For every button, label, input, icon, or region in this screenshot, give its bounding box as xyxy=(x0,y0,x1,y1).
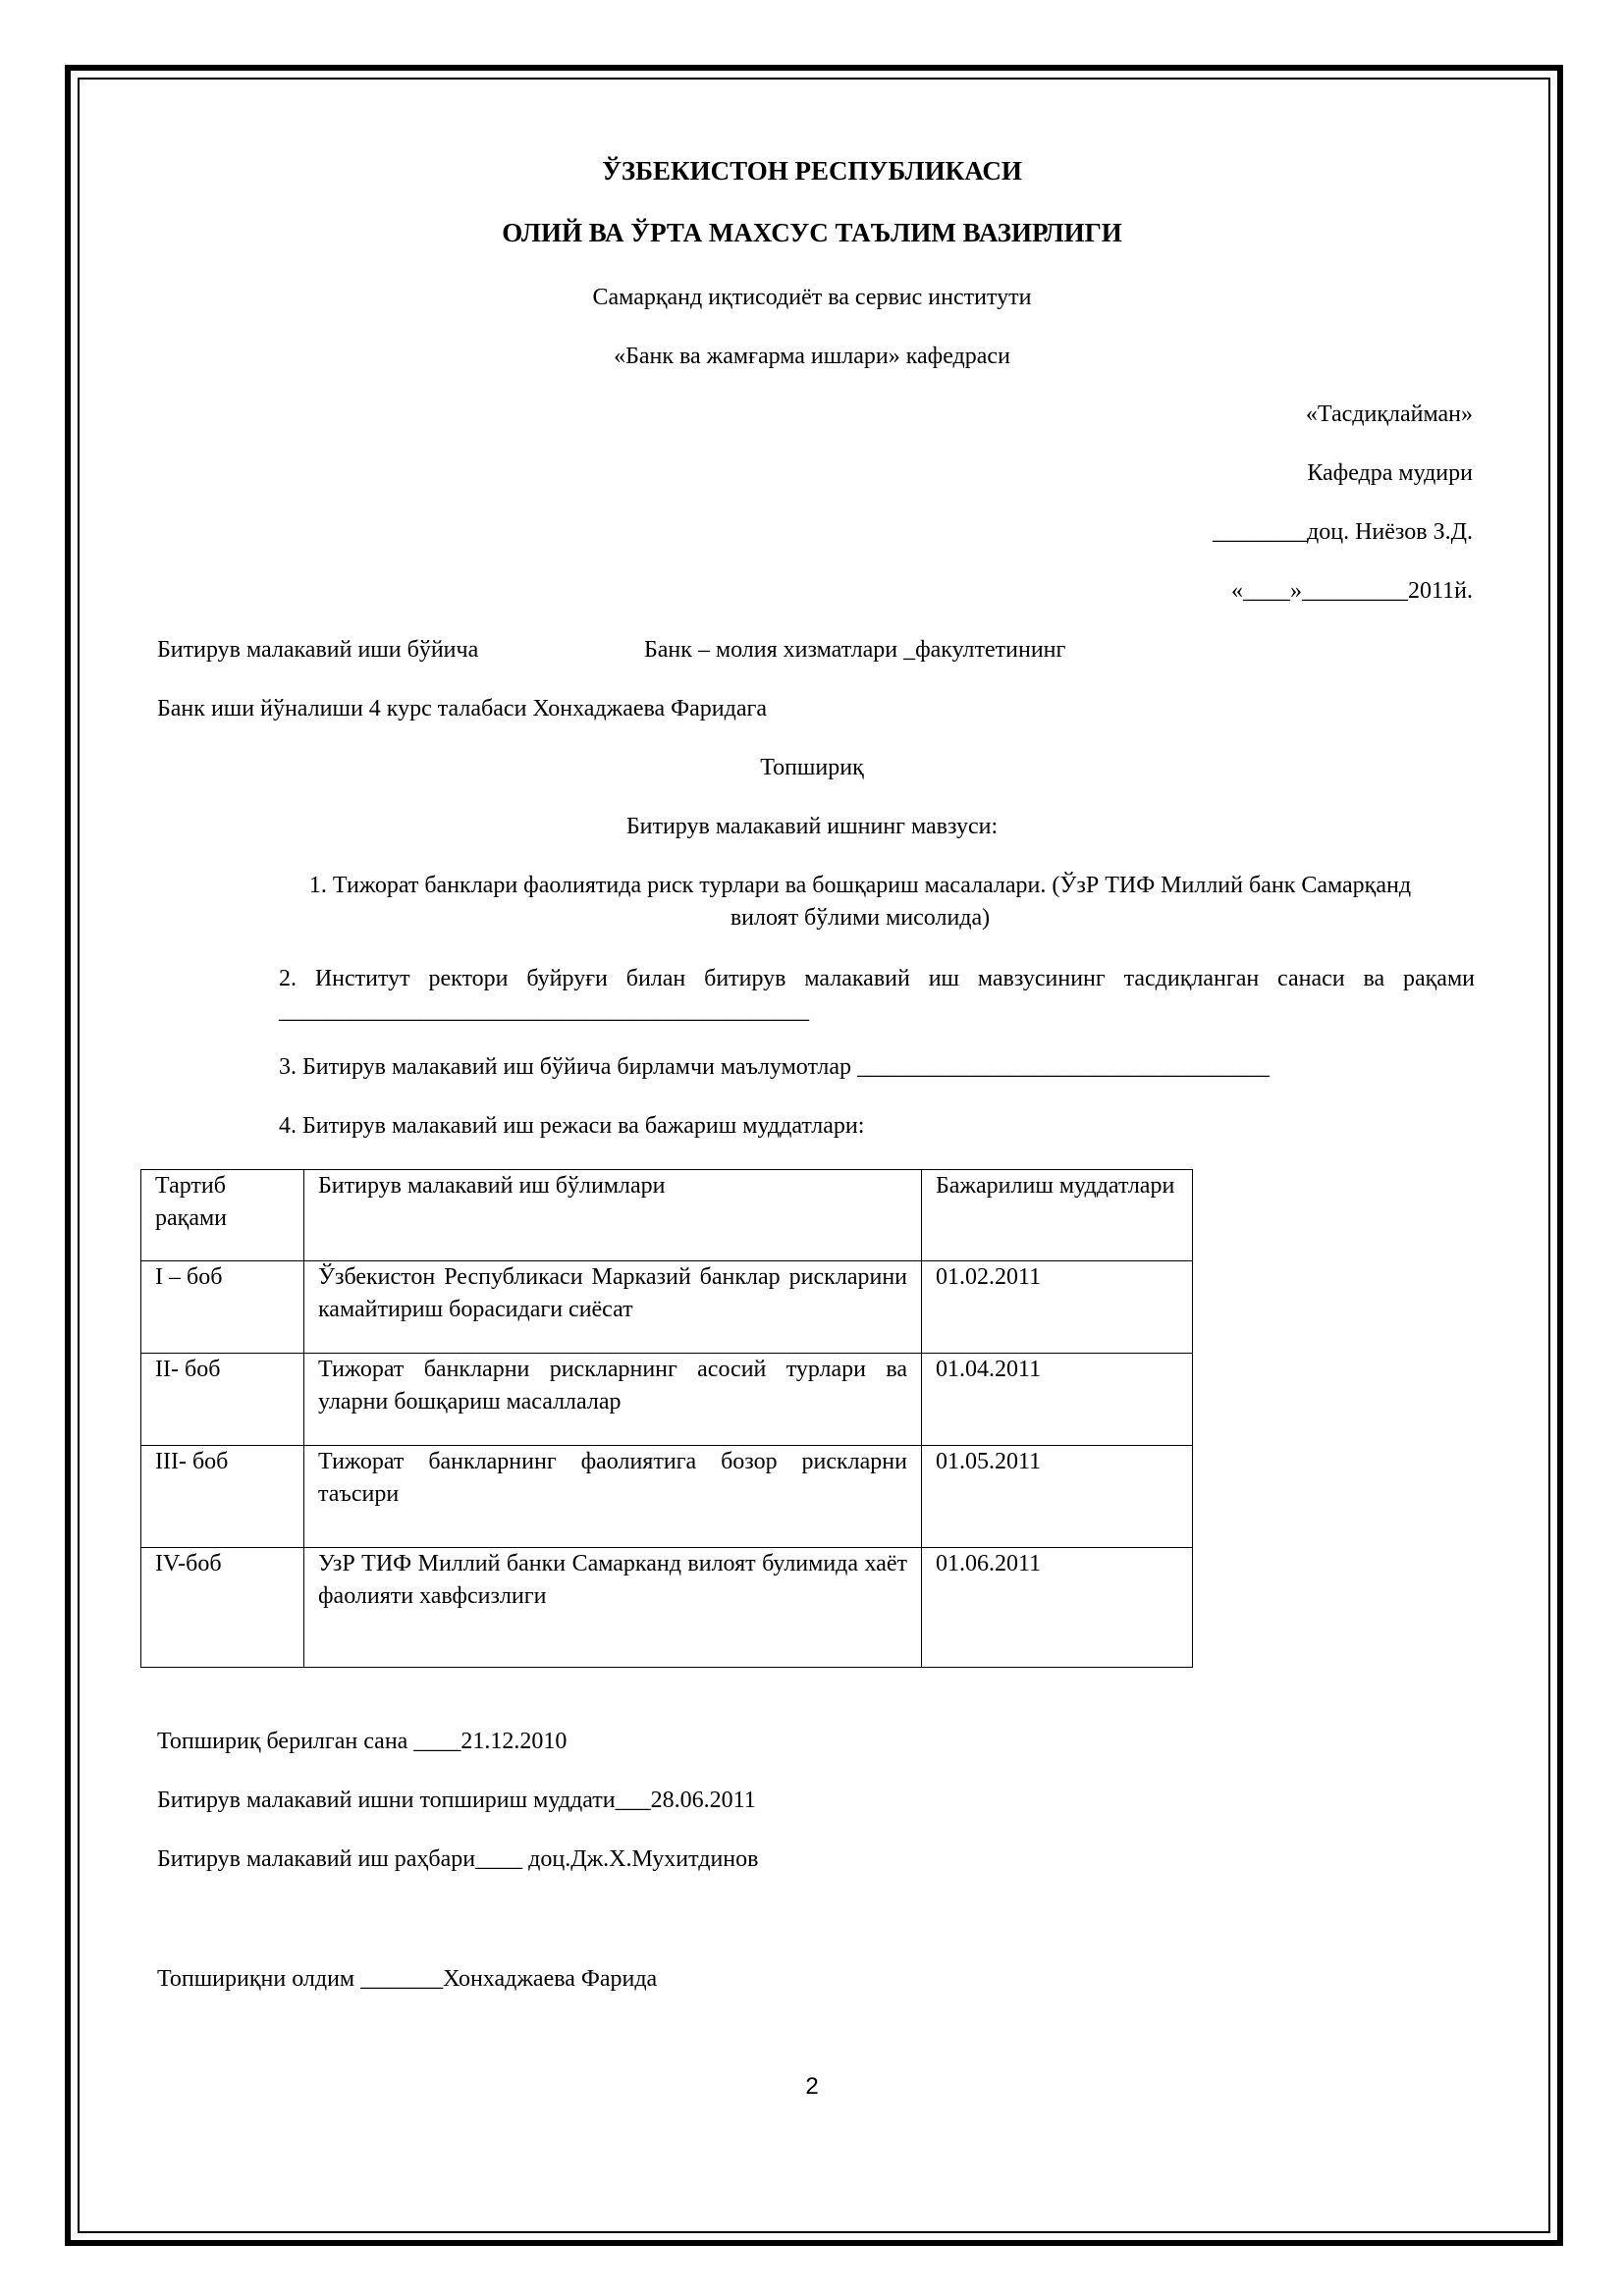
header-cell-section: Битирув малакавий иш бўлимлари xyxy=(304,1170,922,1261)
approval-label: «Тасдиқлайман» xyxy=(1305,401,1473,427)
ministry-heading: ОЛИЙ ВА ЎРТА МАХСУС ТАЪЛИМ ВАЗИРЛИГИ xyxy=(502,218,1122,247)
supervisor-line: Битирув малакавий иш раҳбари____ доц.Дж.Х.Мухитдинов xyxy=(157,1846,759,1872)
received-by-line: Топшириқни олдим _______Хонхаджаева Фарида xyxy=(157,1966,658,1992)
topic-heading: Битирув малакавий ишнинг мавзуси: xyxy=(625,814,999,839)
thesis-plan-table xyxy=(140,1169,1193,1668)
row-chapter: III- боб xyxy=(141,1446,304,1548)
student-line: Банк иши йўналиши 4 курс талабаси Хонхаджаева Фаридага xyxy=(157,696,767,721)
topic-item-1: 1. Тижорат банклари фаолиятида риск турлари ва бошқариш масалалари. (ЎзР ТИФ Миллий банк Самарқанд вилоят бўлими мисолида) xyxy=(308,873,1412,931)
table-row xyxy=(141,1261,1193,1354)
row-deadline: 01.04.2011 xyxy=(922,1354,1193,1446)
thesis-label: Битирув малакавий иши бўйича xyxy=(157,637,479,663)
approval-date-line: «____»_________2011й. xyxy=(1231,578,1473,604)
department-head-label: Кафедра мудири xyxy=(1307,460,1473,486)
row-chapter: IV-боб xyxy=(141,1548,304,1668)
topic-item-4: 4. Битирув малакавий иш режаси ва бажариш муддатлари: xyxy=(279,1113,865,1139)
row-section: Ўзбекистон Республикаси Марказий банклар рискларини камайтириш борасидаги сиёсат xyxy=(304,1261,922,1354)
table-row xyxy=(141,1548,1193,1668)
topic-item-3: 3. Битирув малакавий иш бўйича бирламчи маълумотлар ___________________________________ xyxy=(279,1054,1271,1080)
assignment-given-date: Топшириқ берилган сана ____21.12.2010 xyxy=(157,1729,568,1754)
institute-name: Самарқанд иқтисодиёт ва сервис институти xyxy=(592,285,1032,310)
row-section: Тижорат банкларни рискларнинг асосий турлари ва уларни бошқариш масаллалар xyxy=(304,1354,922,1446)
header-cell-number: Тартиб рақами xyxy=(141,1170,304,1261)
row-chapter: I – боб xyxy=(141,1261,304,1354)
department-name: «Банк ва жамғарма ишлари» кафедраси xyxy=(614,344,1010,369)
header-cell-deadline: Бажарилиш муддатлари xyxy=(922,1170,1193,1261)
row-chapter: II- боб xyxy=(141,1354,304,1446)
assignment-title: Топшириқ xyxy=(760,755,864,780)
faculty-label: Банк – молия хизматлари _факултетининг xyxy=(644,637,1066,663)
row-section: Тижорат банкларнинг фаолиятига бозор рискларни таъсири xyxy=(304,1446,922,1548)
row-deadline: 01.06.2011 xyxy=(922,1548,1193,1668)
table-header-row xyxy=(141,1170,1193,1261)
row-section: УзР ТИФ Миллий банки Самарканд вилоят булимида хаёт фаолияти хавфсизлиги xyxy=(304,1548,922,1668)
table-row xyxy=(141,1446,1193,1548)
row-deadline: 01.05.2011 xyxy=(922,1446,1193,1548)
page-number: 2 xyxy=(805,2073,819,2100)
head-signature-line: ________доц. Ниёзов З.Д. xyxy=(1213,519,1473,545)
republic-heading: ЎЗБЕКИСТОН РЕСПУБЛИКАСИ xyxy=(602,156,1022,186)
topic-item-2: 2. Институт ректори буйруғи билан битирув малакавий иш мавзусининг тасдиқланган санаси ва рақами _____________________________________________ xyxy=(279,966,1475,1024)
row-deadline: 01.02.2011 xyxy=(922,1261,1193,1354)
submission-deadline: Битирув малакавий ишни топшириш муддати___28.06.2011 xyxy=(157,1788,756,1813)
table-row xyxy=(141,1354,1193,1446)
